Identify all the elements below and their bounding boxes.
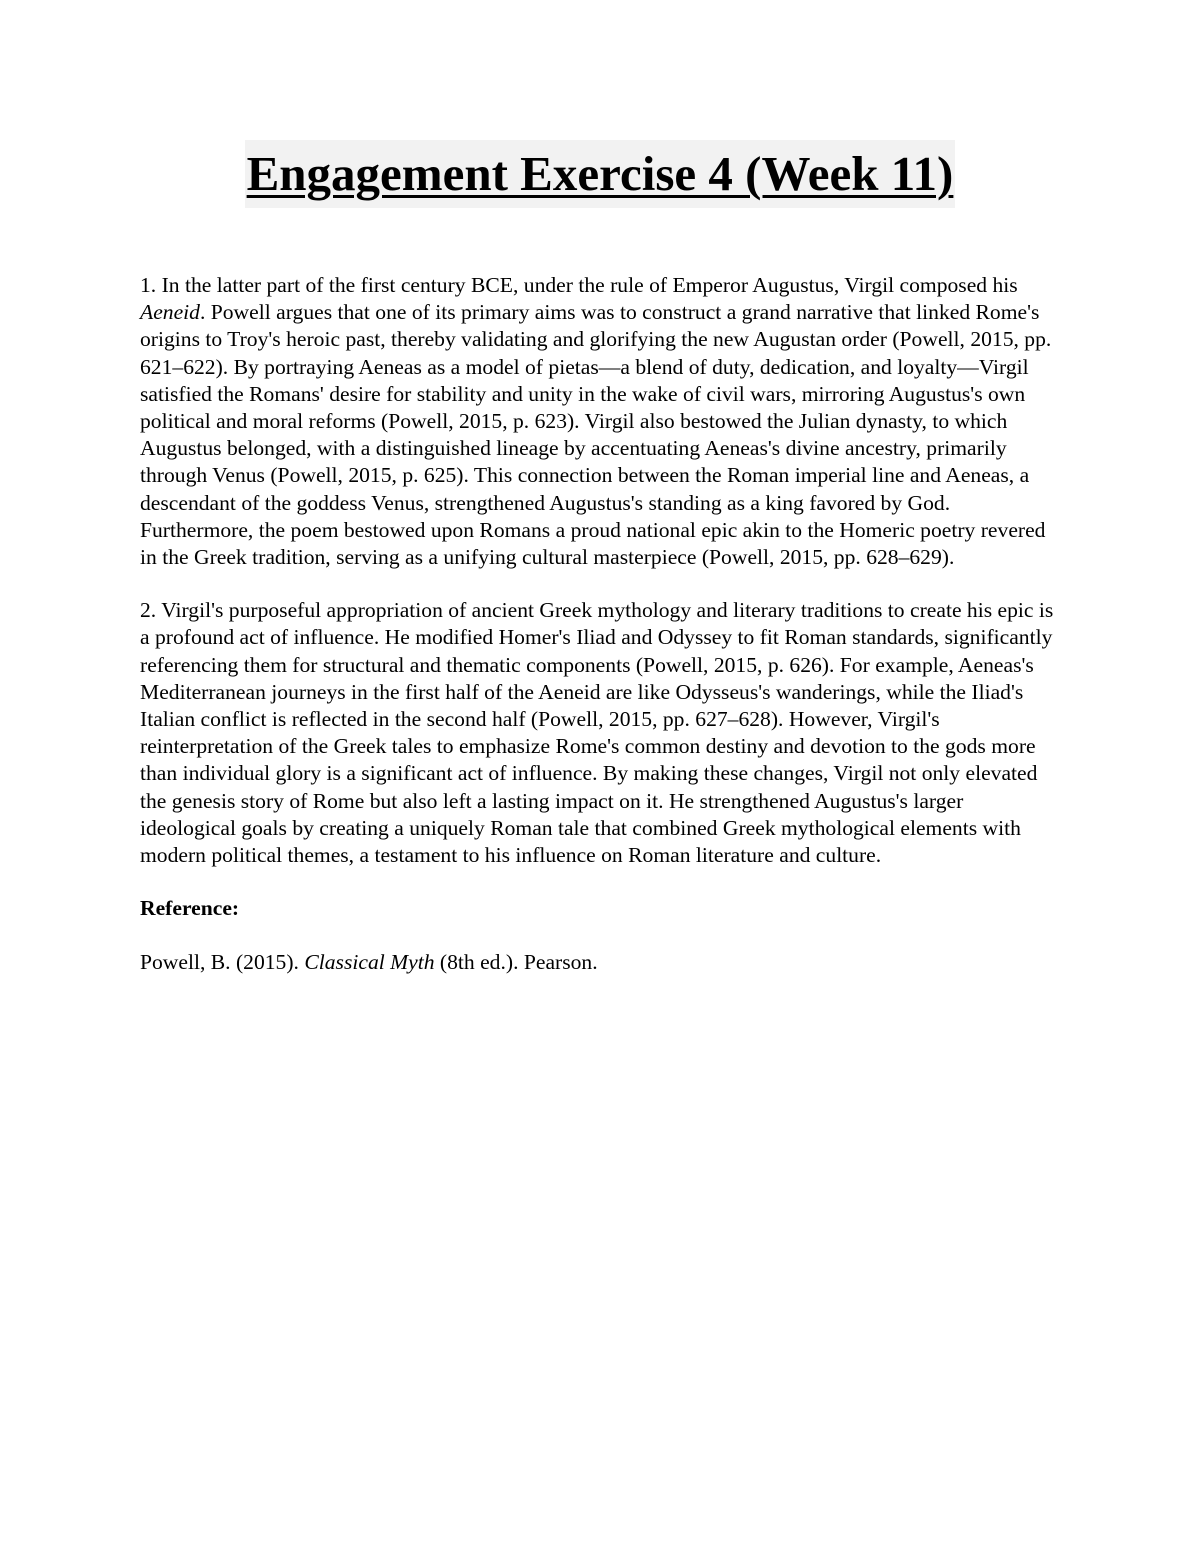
aeneid-italic: Aeneid	[140, 300, 200, 325]
document-title: Engagement Exercise 4 (Week 11)	[245, 140, 956, 208]
reference-publisher: (8th ed.). Pearson.	[434, 950, 598, 975]
document-body	[140, 272, 1064, 977]
paragraph-1	[140, 272, 1064, 571]
paragraph-1-text-start: 1. In the latter part of the first century BCE, under the rule of Emperor Augustus, Virgil composed his	[140, 273, 1018, 297]
paragraph-2: 2. Virgil's purposeful appropriation of ancient Greek mythology and literary traditions to create his epic is a profound act of influence. He modified Homer's Iliad and Odyssey to fit Roman standards, significantly referencing them for structural and thematic components (Powell, 2015, p. 626). For example, Aeneas's Mediterranean journeys in the first half of the Aeneid are like Odysseus's wanderings, while the Iliad's Italian conflict is reflected in the second half (Powell, 2015, pp. 627–628). However, Virgil's reinterpretation of the Greek tales to emphasize Rome's common destiny and devotion to the gods more than individual glory is a significant act of influence. By making these changes, Virgil not only elevated the genesis story of Rome but also left a lasting impact on it. He strengthened Augustus's larger ideological goals by creating a uniquely Roman tale that combined Greek mythological elements with modern political themes, a testament to his influence on Roman literature and culture.	[140, 598, 1054, 868]
reference-heading: Reference:	[140, 896, 240, 921]
paragraph-1-text-end: . Powell argues that one of its primary aims was to construct a grand narrative that linked Rome's origins to Troy's heroic past, thereby validating and glorifying the new Augustan order (Powell, 2015, pp. 621–622). By portraying Aeneas as a model of pietas—a blend of duty, dedication, and loyalty—Virgil satisfied the Romans' desire for stability and unity in the wake of civil wars, mirroring Augustus's own political and moral reforms (Powell, 2015, p. 623). Virgil also bestowed the Julian dynasty, to which Augustus belonged, with a distinguished lineage by accentuating Aeneas's divine ancestry, primarily through Venus (Powell, 2015, p. 625). This connection between the Roman imperial line and Aeneas, a descendant of the goddess Venus, strengthened Augustus's standing as a king favored by God. Furthermore, the poem bestowed upon Romans a proud national epic akin to the Homeric poetry revered in the Greek tradition, serving as a unifying cultural masterpiece (Powell, 2015, pp. 628–629).	[140, 300, 1052, 570]
reference-book-title: Classical Myth	[304, 950, 435, 975]
reference-entry	[140, 949, 1064, 976]
title-container	[0, 140, 1200, 208]
reference-author: Powell, B. (2015).	[140, 950, 305, 975]
